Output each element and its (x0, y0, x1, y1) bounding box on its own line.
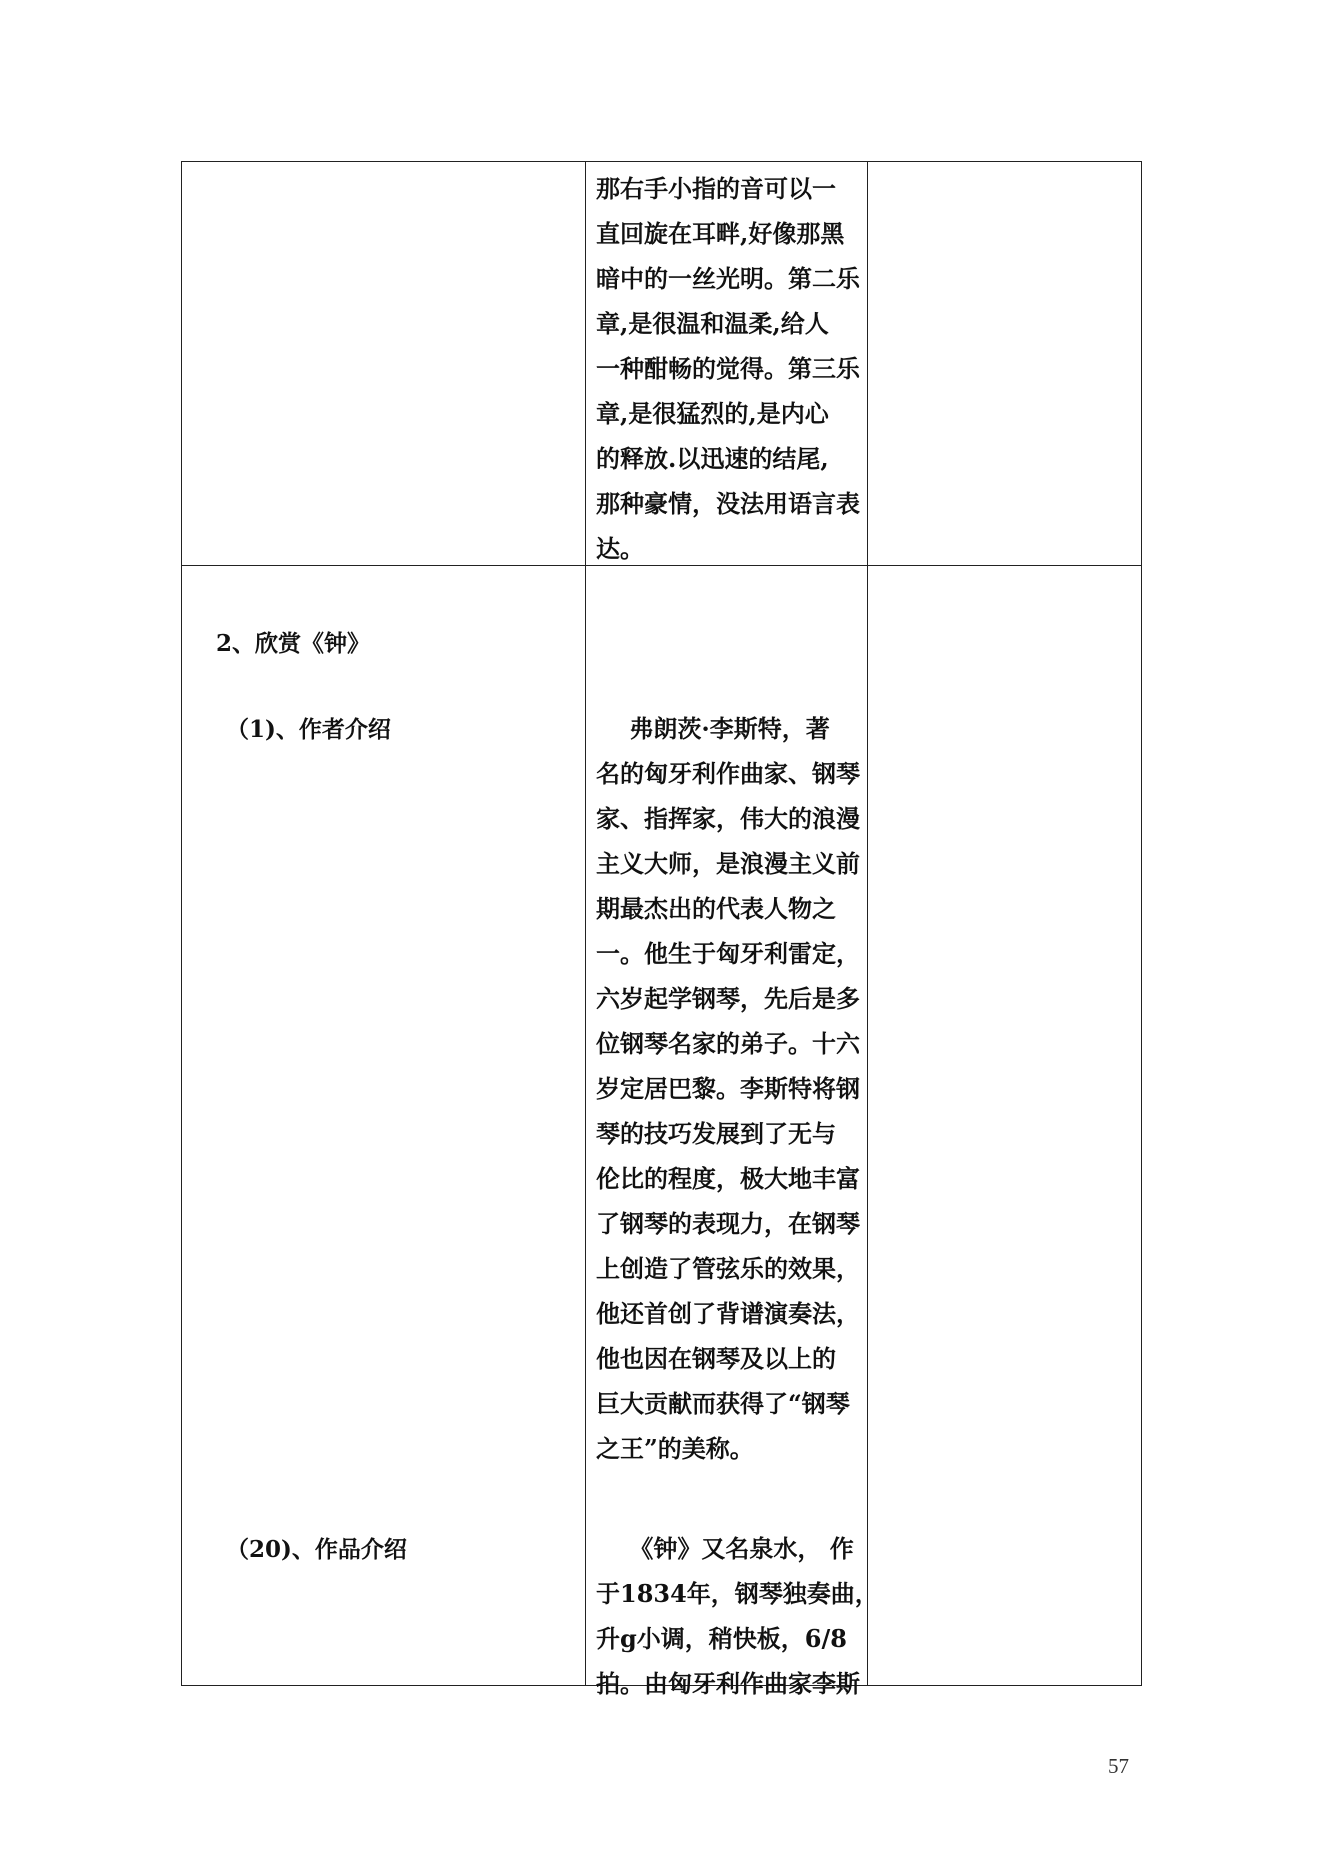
text-line: 升g小调，稍快板，6/8 (596, 1624, 847, 1653)
text-line: 《钟》又名泉水， 作 (596, 1534, 854, 1563)
text-line: 名的匈牙利作曲家、钢琴 (596, 759, 860, 788)
text-line: 他也因在钢琴及以上的 (596, 1344, 836, 1373)
text-line: 之王”的美称。 (596, 1434, 754, 1463)
column-divider-1 (585, 161, 586, 1686)
text-line: 那右手小指的音可以一 (596, 174, 836, 203)
text-line: 的释放.以迅速的结尾, (596, 444, 829, 473)
text-line: 那种豪情，没法用语言表 (596, 489, 860, 518)
table-border-left (181, 161, 182, 1686)
text-line: 期最杰出的代表人物之 (596, 894, 836, 923)
text-line: 家、指挥家，伟大的浪漫 (596, 804, 860, 833)
text-line: 章,是很猛烈的,是内心 (596, 399, 829, 428)
text-line: 直回旋在耳畔,好像那黑 (596, 219, 845, 248)
table-border-right (1141, 161, 1142, 1686)
lesson-plan-table (181, 161, 1142, 1698)
text-line: 弗朗茨·李斯特，著 (596, 714, 830, 743)
text-line: 主义大师，是浪漫主义前 (596, 849, 860, 878)
work-intro-text (596, 1526, 879, 1706)
text-line: 伦比的程度，极大地丰富 (596, 1164, 860, 1193)
text-line: 一种酣畅的觉得。第三乐 (596, 354, 860, 383)
text-line: 章,是很温和温柔,给人 (596, 309, 829, 338)
text-line: 达。 (596, 534, 644, 563)
text-line: 六岁起学钢琴，先后是多 (596, 984, 860, 1013)
section-title: 2、欣赏《钟》 (216, 630, 371, 657)
text-line: 琴的技巧发展到了无与 (596, 1119, 836, 1148)
text-line: 于1834年，钢琴独奏曲， (596, 1579, 879, 1608)
text-line: 了钢琴的表现力，在钢琴 (596, 1209, 860, 1238)
text-line: 暗中的一丝光明。第二乐 (596, 264, 860, 293)
text-line: 岁定居巴黎。李斯特将钢 (596, 1074, 860, 1103)
row1-content-cell (596, 166, 860, 571)
page-number: 57 (1108, 1754, 1129, 1778)
text-line: 他还首创了背谱演奏法， (596, 1299, 860, 1328)
author-intro-label: （1)、作者介绍 (226, 716, 391, 743)
work-intro-label: （20)、作品介绍 (226, 1536, 407, 1563)
column-divider-2 (867, 161, 868, 1686)
text-line: 一。他生于匈牙利雷定， (596, 939, 860, 968)
table-border-top (181, 161, 1142, 162)
text-line: 位钢琴名家的弟子。十六 (596, 1029, 860, 1058)
text-line: 巨大贡献而获得了“钢琴 (596, 1389, 850, 1418)
author-intro-text (596, 706, 860, 1471)
text-line: 上创造了管弦乐的效果， (596, 1254, 860, 1283)
text-line: 拍。由匈牙利作曲家李斯 (596, 1669, 860, 1698)
